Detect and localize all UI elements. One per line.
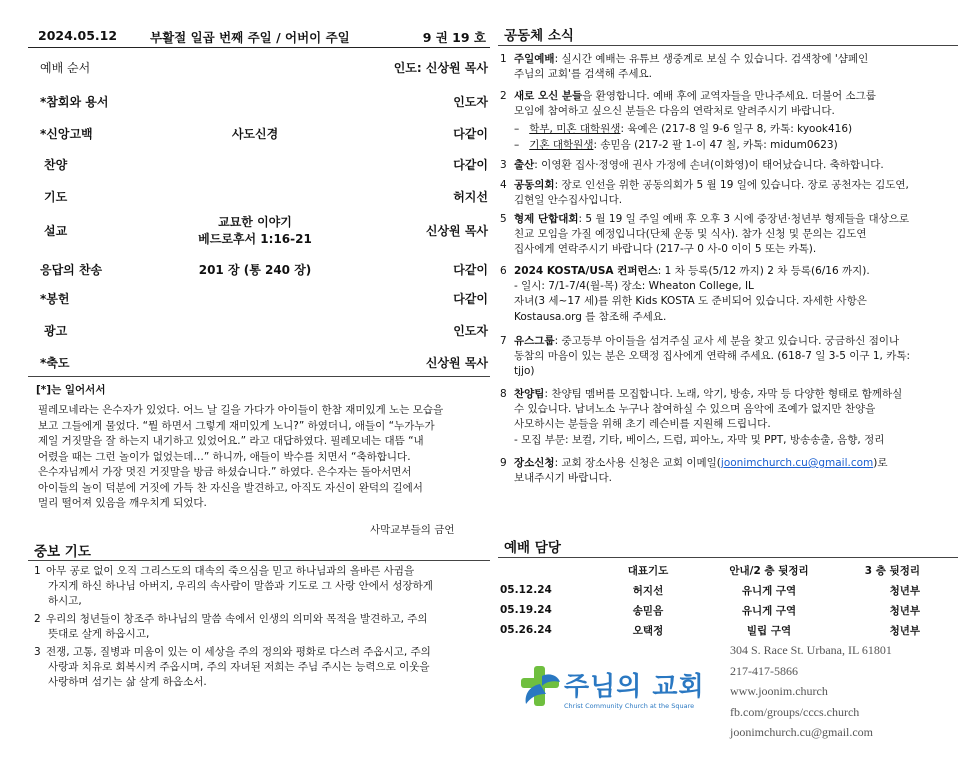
news-keyword: 장소신청	[514, 457, 555, 469]
order-item: *신앙고백	[40, 127, 93, 141]
order-item: *봉헌	[40, 292, 70, 306]
duty-header: 3 층 뒷정리	[864, 564, 920, 577]
news-line: 2024 KOSTA/USA 컨퍼런스: 1 차 등록(5/12 까지) 2 차 등록(6/16 까지).	[514, 265, 870, 277]
news-line: 새로 오신 분들을 환영합니다. 예배 후에 교역자들을 만나주세요. 더불어 소그룹	[514, 90, 876, 102]
church-contact	[730, 640, 892, 743]
news-keyword: 새로 오신 분들	[514, 90, 583, 102]
order-row	[40, 322, 488, 342]
news-line: 자녀(3 세~17 세)를 위한 Kids KOSTA 도 준비되어 있습니다. 자세한 사항은	[514, 295, 867, 308]
prayer-item	[34, 564, 474, 610]
news-number: 2	[500, 90, 507, 102]
duty-cell: 허지선	[632, 584, 664, 597]
news-line: - 일시: 7/1-7/4(월-목) 장소: Wheaton College, IL	[514, 280, 754, 293]
prayer-line: 전쟁, 고통, 질병과 미움이 있는 이 세상을 주의 정의와 평화로 다스려 주옵시고, 주의	[46, 646, 431, 658]
news-sub-text: : 육예은 (217-8 일 9-6 일구 8, 카톡: kyook416)	[620, 123, 853, 135]
news-number: 1	[500, 53, 507, 65]
duty-header	[500, 560, 592, 580]
prayer-item	[34, 612, 474, 642]
news-sub-label: 기혼 대학원생	[529, 139, 594, 151]
order-item: 광고	[44, 324, 68, 338]
prayer-number: 1	[34, 565, 41, 577]
news-item	[500, 212, 956, 258]
sermon-title: 교묘한 이야기	[218, 215, 292, 229]
bulletin-title: 부활절 일곱 번째 주일 / 어버이 주일	[150, 30, 350, 45]
logo-subtitle: Christ Community Church at the Square	[564, 702, 695, 710]
prayer-line: 뜻대로 살게 하옵시고,	[48, 628, 150, 641]
church-address: 304 S. Race St. Urbana, IL 61801	[730, 643, 892, 657]
prayer-divider	[28, 560, 490, 561]
story-line: 아이들의 놀이 덕분에 거짓에 가득 찬 자신을 발견하고, 아직도 자신이 완덕의 길에서	[38, 481, 423, 494]
bulletin-volume: 9 권 19 호	[422, 30, 486, 45]
news-line: 장소신청: 교회 장소사용 신청은 교회 이메일(joonimchurch.cu@gmail.com)로	[514, 457, 888, 469]
news-item	[500, 387, 956, 448]
order-role: 신상원 목사	[425, 224, 488, 238]
duty-cell: 오택정	[632, 624, 664, 637]
order-role: 다같이	[453, 127, 488, 141]
bulletin-header	[28, 26, 490, 48]
news-line: 출산: 이영환 집사·정영애 권사 가정에 손녀(이화영)이 태어났습니다. 축하합니다.	[514, 159, 884, 171]
duty-cell: 유니게 구역	[741, 584, 797, 597]
order-item: *참회와 용서	[40, 95, 109, 109]
news-keyword: 주일예배	[514, 53, 555, 65]
duty-title: 예배 담당	[504, 540, 561, 556]
news-line: tjjo)	[514, 365, 535, 378]
duty-cell: 송믿음	[632, 604, 664, 617]
prayer-title: 중보 기도	[34, 544, 91, 560]
duty-row	[500, 580, 920, 600]
order-row	[40, 93, 488, 113]
news-keyword: 2024 KOSTA/USA 컨퍼런스	[514, 265, 658, 277]
order-heading-label: 예배 순서	[40, 61, 91, 75]
news-line: 주일예배: 실시간 예배는 유튜브 생중계로 보실 수 있습니다. 검색창에 '샴페인	[514, 53, 869, 65]
news-item	[500, 334, 956, 380]
news-sub-label: 학부, 미혼 대학원생	[529, 123, 621, 135]
news-keyword: 찬양팀	[514, 388, 545, 400]
duty-cell: 청년부	[889, 584, 920, 597]
news-subitem: – 기혼 대학원생: 송믿음 (217-2 팔 1-이 47 칠, 카톡: midum0623)	[514, 139, 838, 151]
order-role: 인도자	[453, 324, 488, 338]
story-line: 은수자님께서 가장 멋진 거짓말을 방금 하셨습니다.” 하였다. 은수자는 돌아서면서	[38, 466, 412, 478]
prayer-line: 가지게 하신 하나님 아버지, 우리의 속사람이 말씀과 기도로 그 사랑 안에서 성장하게	[48, 580, 433, 593]
news-subitem: – 학부, 미혼 대학원생: 육예은 (217-8 일 9-6 일구 8, 카톡: kyook416)	[514, 123, 853, 135]
order-role: 신상원 목사	[425, 356, 488, 370]
news-line: 형제 단합대회: 5 월 19 일 주일 예배 후 오후 3 시에 중장년·청년부 형제들을 대상으로	[514, 213, 910, 225]
duty-date: 05.26.24	[500, 624, 552, 636]
prayer-line: 사랑과 치유로 회복시켜 주옵시며, 주의 자녀된 저희는 주님 주시는 능력으로 이웃을	[48, 661, 430, 674]
order-row	[40, 354, 488, 374]
duty-date: 05.12.24	[500, 584, 552, 596]
order-leader: 인도: 신상원 목사	[393, 61, 488, 75]
duty-row	[500, 620, 920, 640]
news-item	[500, 52, 956, 82]
order-row	[40, 156, 488, 176]
news-keyword: 출산	[514, 159, 535, 171]
news-keyword: 공동의회	[514, 179, 555, 191]
bulletin-date: 2024.05.12	[38, 28, 118, 43]
standing-note: [*]는 일어서서	[36, 384, 106, 396]
news-line: - 모집 부문: 보컬, 기타, 베이스, 드럼, 피아노, 자막 및 PPT, 방송송출, 음향, 정리	[514, 433, 885, 446]
church-website-link[interactable]: www.joonim.church	[730, 684, 828, 698]
news-number: 4	[500, 179, 507, 191]
news-line: Kostausa.org 를 참조해 주세요.	[514, 310, 667, 323]
order-heading	[40, 59, 488, 79]
duty-divider	[498, 557, 958, 558]
news-number: 6	[500, 265, 507, 277]
cross-logo-icon	[518, 664, 562, 710]
news-item	[500, 89, 956, 119]
news-divider	[498, 45, 958, 46]
news-line: 동참의 마음이 있는 분은 오택정 집사에게 연락해 주세요. (618-7 일 3-5 이구 1, 카톡:	[514, 350, 911, 363]
sermon-info	[150, 214, 360, 248]
prayer-line: 아무 공로 없이 오직 그리스도의 대속의 죽으심을 믿고 하나님과의 올바른 사귐을	[46, 565, 415, 577]
order-item: 응답의 찬송	[40, 263, 103, 277]
news-line: 보내주시기 바랍니다.	[514, 472, 612, 485]
prayer-line: 사랑하며 섬기는 삶 살게 하옵소서.	[48, 676, 207, 689]
story-line: 멀리 떨어져 있음을 깨우치게 되었다.	[38, 497, 207, 509]
news-keyword: 형제 단합대회	[514, 213, 579, 225]
news-line: 집사에게 연락주시기 바랍니다 (217-구 0 사-0 이이 5 또는 카톡).	[514, 243, 817, 256]
news-sub-text: : 송믿음 (217-2 팔 1-이 47 칠, 카톡: midum0623)	[593, 139, 838, 151]
news-line: 유스그룹: 중고등부 아이들을 섬겨주실 교사 세 분을 찾고 있습니다. 궁금하신 점이나	[514, 335, 900, 347]
order-item: 기도	[44, 190, 68, 204]
prayer-line: 하시고,	[48, 595, 82, 608]
prayer-line: 우리의 청년들이 창조주 하나님의 말씀 속에서 인생의 의미와 목적을 발견하고, 주의	[46, 613, 428, 625]
news-line: 찬양팀: 찬양팀 멤버를 모집합니다. 노래, 악기, 방송, 자막 등 다양한 형태로 함께하실	[514, 388, 903, 400]
church-logo	[518, 664, 706, 716]
order-role: 다같이	[453, 158, 488, 172]
news-number: 9	[500, 457, 507, 469]
news-number: 3	[500, 159, 507, 171]
news-line: 공동의회: 장로 인선을 위한 공동의회가 5 월 19 일에 있습니다. 장로 공천자는 김도연,	[514, 179, 909, 191]
order-item: *축도	[40, 356, 70, 370]
story-line: 보고 그들에게 물었다. “뭘 하면서 그렇게 재미있게 노니?” 하였더니, 애들이 “누가누가	[38, 419, 435, 432]
order-item: 찬양	[44, 158, 68, 172]
order-role: 다같이	[453, 292, 488, 306]
news-item	[500, 456, 956, 486]
church-email-link[interactable]: joonimchurch.cu@gmail.com	[730, 725, 874, 739]
order-role: 허지선	[453, 190, 488, 204]
order-role: 다같이	[453, 263, 488, 277]
prayer-number: 3	[34, 646, 41, 658]
duty-row	[500, 600, 920, 620]
church-facebook-link[interactable]: fb.com/groups/cccs.church	[730, 704, 860, 719]
church-phone: 217-417-5866	[730, 663, 798, 678]
order-row	[40, 290, 488, 310]
news-line: 김현일 안수집사입니다.	[514, 194, 623, 207]
sermon-scripture: 베드로후서 1:16-21	[198, 232, 312, 246]
news-line: 친교 모임을 가질 예정입니다(단체 운동 및 식사). 참가 신청 및 문의는 김도연	[514, 228, 867, 241]
order-content: 201 장 (통 240 장)	[198, 263, 312, 277]
duty-header-row	[500, 560, 920, 580]
news-number: 7	[500, 335, 507, 347]
duty-header: 대표기도	[627, 564, 669, 577]
story-line: 제일 거짓말을 잘 하는지 내기하고 있었어요.” 라고 대답하였다. 필레모네는 대뜸 “내	[38, 435, 424, 447]
news-title: 공동체 소식	[504, 28, 574, 44]
duty-cell: 유니게 구역	[741, 604, 797, 617]
order-role: 인도자	[453, 95, 488, 109]
news-keyword: 유스그룹	[514, 335, 555, 347]
story-text	[38, 403, 484, 512]
duty-table	[500, 560, 920, 640]
order-row	[40, 261, 488, 281]
duty-cell: 청년부	[889, 624, 920, 637]
news-line: 수 있습니다. 남녀노소 누구나 참여하실 수 있으며 음악에 조예가 없지만 찬양을	[514, 403, 876, 416]
duty-cell: 빌립 구역	[746, 624, 792, 637]
order-row	[40, 188, 488, 208]
story-line: 필레모네라는 은수자가 있었다. 어느 날 길을 가다가 아이들이 한참 재미있게 노는 모습을	[38, 404, 444, 416]
prayer-number: 2	[34, 613, 41, 625]
order-row	[40, 125, 488, 145]
news-item	[500, 264, 956, 325]
order-item: 설교	[44, 224, 68, 238]
news-line: 모임에 참여하고 싶으신 분들은 다음의 연락처로 알려주시기 바랍니다.	[514, 105, 835, 118]
news-number: 8	[500, 388, 507, 400]
prayer-item	[34, 645, 474, 691]
email-link[interactable]: joonimchurch.cu@gmail.com	[720, 457, 874, 469]
duty-header: 안내/2 층 뒷정리	[729, 564, 809, 577]
story-line: 어렸을 때는 그런 놀이가 없었는데…” 하니까, 애들이 박수를 치면서 “축하합니다.	[38, 450, 411, 463]
news-item	[500, 158, 956, 173]
story-source: 사막교부들의 금언	[370, 524, 455, 536]
news-number: 5	[500, 213, 507, 225]
order-content: 사도신경	[231, 127, 279, 141]
logo-name: 주님의 교회	[564, 672, 705, 702]
section-divider	[28, 376, 490, 377]
duty-date: 05.19.24	[500, 604, 552, 616]
news-line: 사모하시는 분들을 위해 초기 레슨비를 지원해 드립니다.	[514, 418, 771, 431]
news-item	[500, 178, 956, 208]
duty-cell: 청년부	[889, 604, 920, 617]
news-line: 주님의 교회'를 검색해 주세요.	[514, 68, 652, 81]
